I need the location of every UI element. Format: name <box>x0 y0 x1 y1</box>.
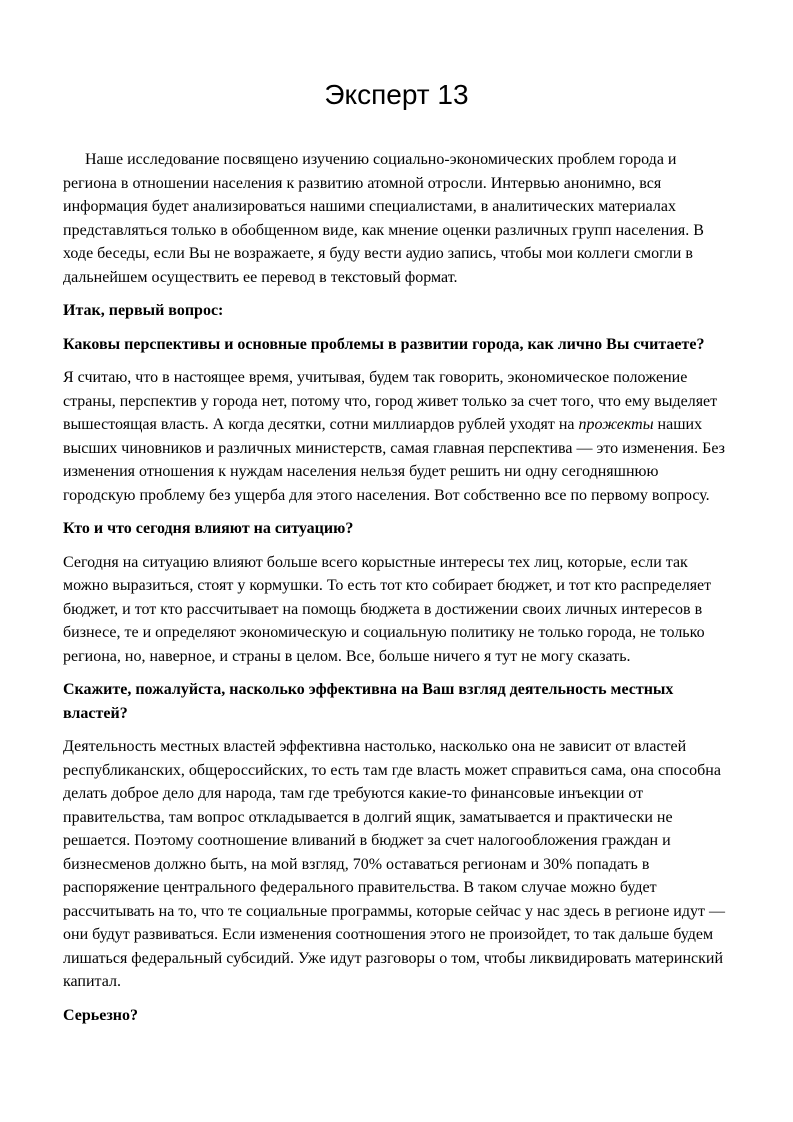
answer-text-run: Я считаю, что в настоящее время, учитывая, будем так говорить, экономическое положение страны, перспектив у города нет, потому что, город живет только за счет того, что ему выделяет вышестоящая власть. А когда десятки, сотни миллиардов рублей уходят на <box>63 369 718 433</box>
answer-text-run: наших высших чиновников и различных министерств, самая главная перспектива — это изменения. Без изменения отношения к нуждам населения нельзя будет решить ни одну сегодняшнюю городскую проблему без ущерба для этого населения. Вот собственно все по первому вопросу. <box>63 416 725 504</box>
question-seriously: Серьезно? <box>63 1006 138 1024</box>
question-influence: Кто и что сегодня влияют на ситуацию? <box>63 520 354 537</box>
italic-term: прожекты <box>578 416 654 433</box>
question-local-authorities: Скажите, пожалуйста, насколько эффективна на Ваш взгляд деятельность местных властей? <box>63 681 674 722</box>
intro-paragraph: Наше исследование посвящено изучению социально-экономических проблем города и региона в отношении населения к развитию атомной отросли. Интервью анонимно, вся информация будет анализироваться нашими специалистами, в аналитических материалах представляться только в обобщенном виде, как мнение оценки различных групп населения. В ходе беседы, если Вы не возражаете, я буду вести аудио запись, чтобы мои коллеги смогли в дальнейшем осуществить ее перевод в текстовый формат. <box>63 151 704 286</box>
question-city-prospects: Каковы перспективы и основные проблемы в развитии города, как лично Вы считаете? <box>63 335 705 353</box>
question-first-lead: Итак, первый вопрос: <box>63 302 224 319</box>
answer-local-authorities: Деятельность местных властей эффективна настолько, насколько она не зависит от властей республиканских, общероссийских, то есть там где власть может справиться сама, она способна делать доброе дело для народа, там где требуются какие-то финансовые инъекции от правительства, там вопрос откладывается в долгий ящик, заматывается и практически не решается. Поэтому соотношение вливаний в бюджет за счет налогообложения граждан и бизнесменов должно быть, на мой взгляд, 70% оставаться регионам и 30% попадать в распоряжение центрального федерального правительства. В таком случае можно будет рассчитывать на то, что те социальные программы, которые сейчас у нас здесь в регионе идут — они будут развиваться. Если изменения соотношения этого не произойдет, то так дальше будем лишаться федеральный субсидий. Уже идут разговоры о том, чтобы ликвидировать материнский капитал. <box>63 738 725 990</box>
document-title: Эксперт 13 <box>324 79 469 110</box>
answer-city-prospects <box>63 366 730 507</box>
answer-influence: Сегодня на ситуацию влияют больше всего корыстные интересы тех лиц, которые, если так можно выразиться, стоят у кормушки. То есть тот кто собирает бюджет, и тот кто распределяет бюджет, и тот кто рассчитывает на помощь бюджета в достижении своих личных интересов в бизнесе, те и определяют экономическую и социальную политику не только города, не только региона, но, наверное, и страны в целом. Все, больше ничего я тут не могу сказать. <box>63 553 712 665</box>
